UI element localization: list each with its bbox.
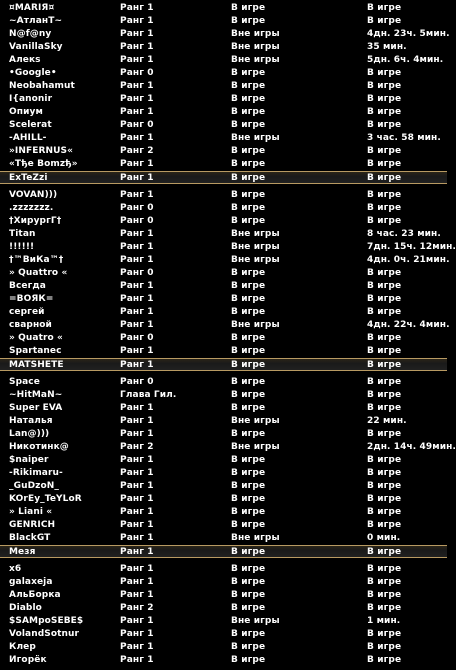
member-row[interactable] [0,319,450,332]
member-last-seen: В игре [367,507,402,517]
member-name: «Tђe Bomzђ» [9,159,78,169]
member-status: Вне игры [231,42,280,52]
member-rank: Ранг 2 [120,603,154,613]
member-name: Всегда [9,281,46,291]
member-rank: Ранг 1 [120,29,154,39]
member-last-seen: В игре [367,203,402,213]
member-status: В игре [231,281,266,291]
member-rank: Ранг 1 [120,494,154,504]
member-row[interactable] [0,345,447,358]
member-last-seen: В игре [367,468,402,478]
member-rank: Ранг 1 [120,159,154,169]
member-rank: Ранг 1 [120,255,154,265]
member-last-seen: В игре [367,494,402,504]
member-last-seen: В игре [367,429,402,439]
member-name: Клер [9,642,36,652]
member-last-seen: В игре [367,173,402,183]
member-rank: Ранг 2 [120,146,154,156]
member-name: GENRICH [9,520,56,530]
member-last-seen: В игре [367,307,402,317]
member-row[interactable] [0,628,447,641]
member-status: В игре [231,94,266,104]
member-name: Lan@))) [9,429,50,439]
member-name: Super EVA [9,403,63,413]
member-rank: Ранг 0 [120,203,154,213]
member-last-seen: В игре [367,16,402,26]
member-rank: Ранг 1 [120,3,154,13]
member-rank: Ранг 1 [120,107,154,117]
member-last-seen: 0 мин. [367,533,401,543]
member-rank: Ранг 1 [120,590,154,600]
member-row[interactable] [0,132,447,145]
member-status: Вне игры [231,442,280,452]
member-status: Вне игры [231,416,280,426]
member-last-seen: 35 мин. [367,42,407,52]
member-status: В игре [231,429,266,439]
member-row[interactable] [0,332,447,345]
member-name: .zzzzzzz. [9,203,54,213]
member-row[interactable] [0,254,450,267]
member-rank: Ранг 1 [120,520,154,530]
member-row[interactable] [0,602,447,615]
member-row[interactable] [0,306,447,319]
member-name: ~АтланТ~ [9,16,63,26]
member-last-seen: 2дн. 14ч. 49мин. [367,442,456,452]
member-status: В игре [231,655,266,665]
member-row[interactable] [0,654,447,667]
member-row[interactable] [0,532,447,545]
member-last-seen: В игре [367,190,402,200]
member-row[interactable] [0,376,447,389]
member-row-selected[interactable] [0,171,447,184]
member-rank: Ранг 1 [120,429,154,439]
member-status: В игре [231,268,266,278]
member-row[interactable] [0,28,450,41]
member-last-seen: В игре [367,377,402,387]
member-name: _GuDzoN_ [9,481,60,491]
member-status: В игре [231,216,266,226]
member-last-seen: В игре [367,642,402,652]
member-rank: Ранг 1 [120,346,154,356]
member-name: KOrEy_TeYLoR [9,494,82,504]
member-rank: Ранг 1 [120,320,154,330]
member-status: В игре [231,360,266,370]
member-row[interactable] [0,519,447,532]
member-status: В игре [231,173,266,183]
member-name: Наталья [9,416,53,426]
member-last-seen: В игре [367,564,402,574]
member-rank: Глава Гил. [120,390,177,400]
member-rank: Ранг 2 [120,442,154,452]
member-name: x6 [9,564,22,574]
member-status: В игре [231,520,266,530]
member-row[interactable] [0,2,447,15]
member-name: †ХирургГ† [9,216,62,226]
member-rank: Ранг 0 [120,268,154,278]
member-row[interactable] [0,402,447,415]
member-name: » Quattro « [9,268,68,278]
member-status: В игре [231,333,266,343]
member-name: Мезя [9,547,36,557]
member-name: ExTeZzi [9,173,48,183]
member-name: Spartanec [9,346,62,356]
member-rank: Ранг 1 [120,468,154,478]
member-rank: Ранг 1 [120,616,154,626]
member-status: Вне игры [231,133,280,143]
member-rank: Ранг 0 [120,377,154,387]
member-name: Neobahamut [9,81,75,91]
member-status: Вне игры [231,616,280,626]
member-name: Scelerat [9,120,52,130]
member-last-seen: 4дн. 0ч. 21мин. [367,255,450,265]
member-status: В игре [231,294,266,304]
member-row[interactable] [0,506,447,519]
member-last-seen: В игре [367,390,402,400]
member-name: »INFERNUS« [9,146,74,156]
member-last-seen: 7дн. 15ч. 12мин. [367,242,456,252]
member-row[interactable] [0,241,456,254]
member-last-seen: В игре [367,655,402,665]
member-rank: Ранг 1 [120,281,154,291]
member-rank: Ранг 0 [120,216,154,226]
member-rank: Ранг 0 [120,333,154,343]
member-last-seen: В игре [367,547,402,557]
member-last-seen: 8 час. 23 мин. [367,229,441,239]
member-status: В игре [231,642,266,652]
member-last-seen: 4дн. 22ч. 4мин. [367,320,450,330]
member-status: В игре [231,629,266,639]
member-status: В игре [231,455,266,465]
member-rank: Ранг 1 [120,507,154,517]
member-status: Вне игры [231,29,280,39]
member-status: В игре [231,346,266,356]
member-rank: Ранг 1 [120,307,154,317]
member-name: ~HitMaN~ [9,390,63,400]
member-last-seen: 5дн. 6ч. 4мин. [367,55,444,65]
member-row-selected[interactable] [0,358,447,371]
member-status: В игре [231,146,266,156]
member-status: В игре [231,307,266,317]
member-last-seen: В игре [367,590,402,600]
member-row[interactable] [0,202,447,215]
member-name: galaxeja [9,577,53,587]
member-status: В игре [231,590,266,600]
member-status: Вне игры [231,255,280,265]
member-name: !!!!!! [9,242,35,252]
member-rank: Ранг 0 [120,120,154,130]
member-rank: Ранг 1 [120,455,154,465]
member-row[interactable] [0,615,447,628]
member-row[interactable] [0,93,447,106]
member-row[interactable] [0,563,447,576]
member-row[interactable] [0,428,447,441]
member-row[interactable] [0,80,447,93]
member-last-seen: В игре [367,159,402,169]
member-last-seen: В игре [367,3,402,13]
member-status: Вне игры [231,533,280,543]
member-row[interactable] [0,41,447,54]
member-row[interactable] [0,54,447,67]
member-rank: Ранг 1 [120,173,154,183]
member-rank: Ранг 1 [120,564,154,574]
member-last-seen: В игре [367,520,402,530]
member-rank: Ранг 1 [120,55,154,65]
member-row-selected[interactable] [0,545,447,558]
member-name: †™ВиКа™† [9,255,64,265]
member-status: В игре [231,159,266,169]
member-row[interactable] [0,415,447,428]
member-name: MATSHETE [9,360,64,370]
member-rank: Ранг 1 [120,629,154,639]
member-last-seen: В игре [367,120,402,130]
member-last-seen: 4дн. 23ч. 5мин. [367,29,450,39]
member-status: Вне игры [231,229,280,239]
member-rank: Ранг 1 [120,94,154,104]
member-last-seen: В игре [367,603,402,613]
member-name: VanillaSky [9,42,63,52]
member-status: В игре [231,3,266,13]
member-rank: Ранг 1 [120,360,154,370]
member-rank: Ранг 1 [120,133,154,143]
member-name: VolandSotnur [9,629,80,639]
member-name: Алекs [9,55,41,65]
member-row[interactable] [0,158,447,171]
member-rank: Ранг 1 [120,42,154,52]
member-name: Titan [9,229,36,239]
member-row[interactable] [0,267,447,280]
member-status: В игре [231,494,266,504]
member-status: В игре [231,68,266,78]
member-name: » Liani « [9,507,53,517]
member-name: -AHILL- [9,133,47,143]
member-rank: Ранг 1 [120,547,154,557]
member-name: •Google• [9,68,57,78]
member-status: В игре [231,390,266,400]
member-status: В игре [231,377,266,387]
member-row[interactable] [0,215,447,228]
member-row[interactable] [0,189,447,202]
member-rank: Ранг 1 [120,481,154,491]
member-row[interactable] [0,480,447,493]
member-row[interactable] [0,589,447,602]
member-last-seen: В игре [367,346,402,356]
member-last-seen: В игре [367,268,402,278]
member-last-seen: В игре [367,107,402,117]
member-row[interactable] [0,106,447,119]
member-name: $SAMpoSEBE$ [9,616,84,626]
member-name: VOVAN))) [9,190,58,200]
member-last-seen: В игре [367,68,402,78]
member-name: АльБорка [9,590,61,600]
member-name: » Quatro « [9,333,63,343]
member-row[interactable] [0,467,447,480]
member-status: В игре [231,203,266,213]
member-last-seen: В игре [367,403,402,413]
member-row[interactable] [0,576,447,589]
member-status: В игре [231,481,266,491]
member-row[interactable] [0,119,447,132]
member-rank: Ранг 1 [120,242,154,252]
member-name: I{anonir [9,94,53,104]
member-status: В игре [231,107,266,117]
member-status: В игре [231,468,266,478]
member-last-seen: В игре [367,94,402,104]
member-rank: Ранг 1 [120,655,154,665]
member-last-seen: В игре [367,333,402,343]
member-last-seen: В игре [367,81,402,91]
member-last-seen: В игре [367,146,402,156]
member-status: Вне игры [231,242,280,252]
member-status: В игре [231,577,266,587]
member-status: В игре [231,403,266,413]
member-status: В игре [231,564,266,574]
member-name: =ВОЯК= [9,294,54,304]
member-status: В игре [231,190,266,200]
member-last-seen: В игре [367,216,402,226]
member-row[interactable] [0,145,447,158]
member-status: Вне игры [231,320,280,330]
member-row[interactable] [0,493,447,506]
member-last-seen: 1 мин. [367,616,401,626]
member-name: -Rikimaru- [9,468,63,478]
member-rank: Ранг 1 [120,16,154,26]
member-name: Опиум [9,107,43,117]
member-rank: Ранг 1 [120,229,154,239]
member-name: Space [9,377,40,387]
member-last-seen: 3 час. 58 мин. [367,133,441,143]
member-last-seen: В игре [367,629,402,639]
member-last-seen: 22 мин. [367,416,407,426]
member-status: В игре [231,603,266,613]
member-name: Никотинк@ [9,442,69,452]
member-rank: Ранг 1 [120,533,154,543]
member-last-seen: В игре [367,481,402,491]
member-row[interactable] [0,454,447,467]
member-status: В игре [231,120,266,130]
member-status: Вне игры [231,55,280,65]
member-name: Игорёк [9,655,47,665]
member-last-seen: В игре [367,360,402,370]
member-row[interactable] [0,280,447,293]
member-row[interactable] [0,441,456,454]
member-status: В игре [231,16,266,26]
member-name: сварной [9,320,52,330]
member-name: Diablo [9,603,42,613]
member-rank: Ранг 1 [120,190,154,200]
member-name: $naiper [9,455,49,465]
member-name: N@f@ny [9,29,52,39]
member-row[interactable] [0,228,447,241]
member-row[interactable] [0,15,447,28]
member-rank: Ранг 1 [120,642,154,652]
member-rank: Ранг 1 [120,577,154,587]
member-rank: Ранг 0 [120,68,154,78]
member-status: В игре [231,81,266,91]
member-rank: Ранг 1 [120,416,154,426]
member-row[interactable] [0,389,447,402]
member-last-seen: В игре [367,281,402,291]
member-row[interactable] [0,67,447,80]
member-row[interactable] [0,293,447,306]
member-rank: Ранг 1 [120,403,154,413]
member-row[interactable] [0,641,447,654]
member-status: В игре [231,547,266,557]
member-name: ¤MARIЯ¤ [9,3,55,13]
member-last-seen: В игре [367,294,402,304]
member-status: В игре [231,507,266,517]
member-rank: Ранг 1 [120,81,154,91]
member-name: BlackGT [9,533,51,543]
member-last-seen: В игре [367,577,402,587]
member-rank: Ранг 1 [120,294,154,304]
member-last-seen: В игре [367,455,402,465]
member-name: сергей [9,307,45,317]
